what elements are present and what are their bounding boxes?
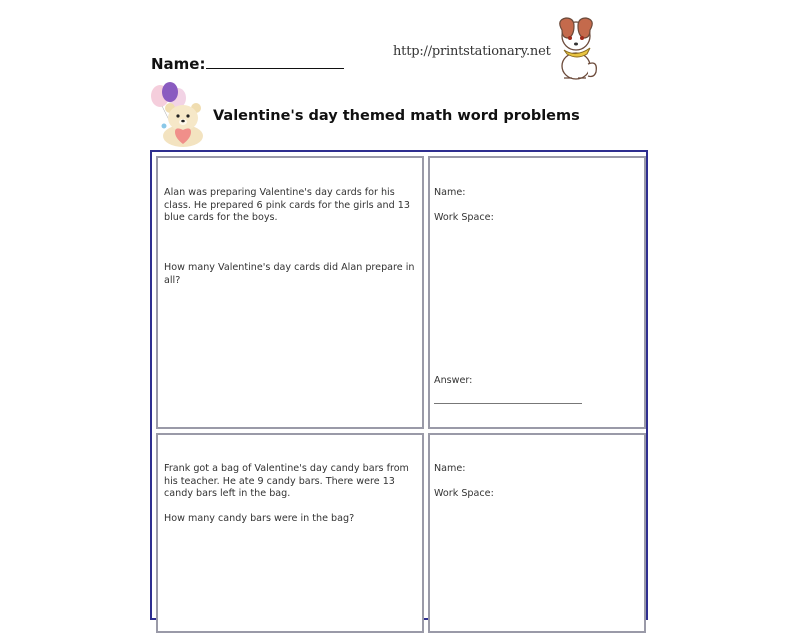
problem-2-cell [156, 433, 424, 633]
answer-2-name-label: Name: [434, 463, 466, 474]
problem-2-question: How many candy bars were in the bag? [164, 513, 355, 524]
name-blank-line[interactable] [206, 54, 344, 69]
worksheet-title: Valentine's day themed math word problems [213, 108, 580, 124]
answer-2-work-label: Work Space: [434, 488, 494, 499]
puppy-icon [546, 14, 604, 82]
problem-2-text: Frank got a bag of Valentine's day candy bars from his teacher. He ate 9 candy bars. There were 13 candy bars left in the bag. [164, 463, 409, 500]
answer-1-name-label: Name: [434, 187, 466, 198]
answer-2-cell[interactable] [428, 433, 646, 633]
teddy-bear-icon [148, 82, 212, 148]
answer-1-work-label: Work Space: [434, 212, 494, 223]
student-name-field[interactable] [151, 54, 344, 73]
problem-1-question: How many Valentine's day cards did Alan prepare in all? [164, 262, 415, 286]
answer-1-cell[interactable] [428, 156, 646, 429]
answer-1-answer-label: Answer: [434, 375, 473, 386]
problem-table [150, 150, 648, 620]
site-url: http://printstationary.net [393, 44, 551, 59]
problem-1-cell [156, 156, 424, 429]
answer-1-line[interactable] [434, 403, 582, 404]
problem-1-text: Alan was preparing Valentine's day cards for his class. He prepared 6 pink cards for the girls and 13 blue cards for the boys. [164, 187, 410, 224]
name-label: Name: [151, 55, 206, 73]
